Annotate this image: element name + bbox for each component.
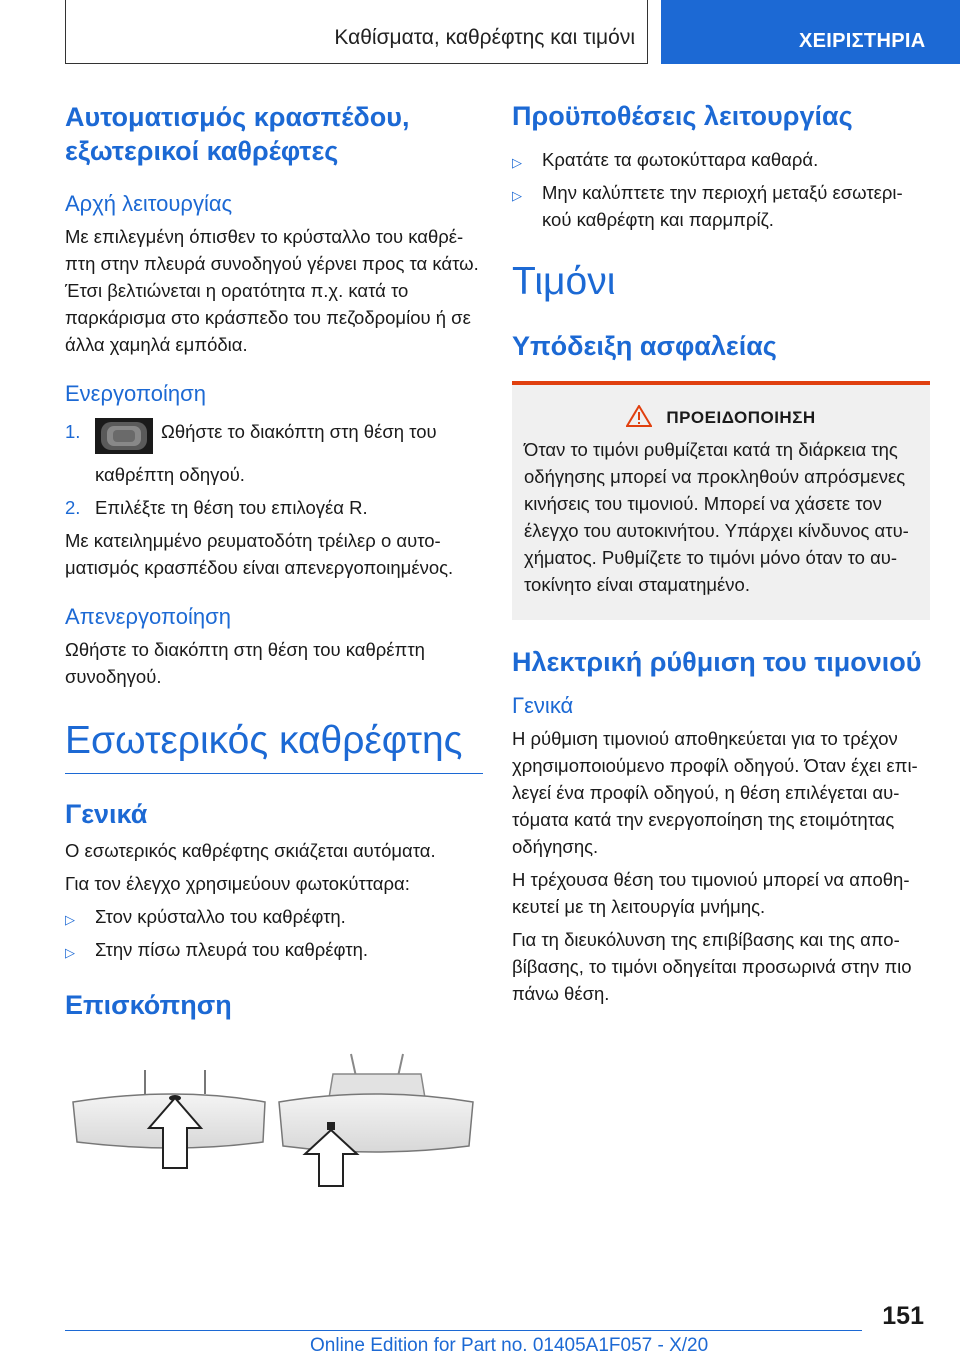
page-number: 151 [882, 1302, 924, 1330]
bullet-triangle-icon: ▷ [512, 154, 522, 170]
footer-edition: Online Edition for Part no. 01405A1F057 - X/20 [310, 1335, 709, 1356]
list-item [512, 146, 930, 173]
step-2-number: 2. [65, 497, 81, 519]
warning-text: Όταν το τιμόνι ρυθμίζεται κατά τη διάρκεια της οδήγησης μπορεί να προκληθούν απρόσμενες κινήσεις του τιμονιού. Μπορεί να χάσετε τον έλεγχο του αυτοκινήτου. Υπάρχει κίνδυνος ατυ‐χήματος. Ρυθμίζετε το τιμόνι μόνο όταν το αυ‐τοκίνητο είναι σταματημένο. [524, 439, 909, 596]
mirror-illustration [65, 1050, 483, 1190]
list-item [65, 903, 483, 930]
preconditions-heading: Προϋποθέσεις λειτουργίας [512, 101, 853, 131]
interior-mirror-title: Εσωτερικός καθρέφτης [65, 718, 463, 762]
interior-general-text: Ο εσωτερικός καθρέφτης σκιάζεται αυτόματα. [65, 840, 436, 862]
header-box [65, 0, 648, 64]
deactivation-heading: Απενεργοποίηση [65, 604, 231, 630]
steering-general-heading: Γενικά [512, 693, 574, 719]
step-2 [65, 494, 483, 521]
activation-heading: Ενεργοποίηση [65, 380, 206, 406]
chapter-tab: ΧΕΙΡΙΣΤΗΡΙΑ [661, 0, 960, 64]
principle-heading: Αρχή λειτουργίας [65, 191, 233, 216]
bullet-triangle-icon: ▷ [65, 945, 75, 961]
deactivation-text: Ωθήστε το διακόπτη στη θέση του καθρέπτη συνοδηγού. [65, 638, 425, 687]
list-item-text: Στην πίσω πλευρά του καθρέφτη. [95, 939, 368, 961]
bullet-triangle-icon: ▷ [512, 187, 522, 203]
activation-note: Με κατειλημμένο ρευματοδότη τρέιλερ ο αυτο‐ματισμός κρασπέδου είναι απενεργοποιημένος. [65, 530, 454, 579]
list-item [65, 936, 483, 963]
warning-label: ΠΡΟΕΙΔΟΠΟΙΗΣΗ [666, 408, 816, 428]
electric-adjust-heading: Ηλεκτρική ρύθμιση του τιμονιού [512, 647, 922, 678]
memory-text: Η τρέχουσα θέση του τιμονιού μπορεί να αποθη‐κευτεί με τη λειτουργία μνήμης. [512, 868, 910, 917]
auto-dip-title: Αυτοματισμός κρασπέδου, εξωτερικοί καθρέφτες [65, 102, 410, 166]
sensors-text: Για τον έλεγχο χρησιμεύουν φωτοκύτταρα: [65, 873, 410, 895]
list-item [512, 179, 930, 233]
steering-general-text: Η ρύθμιση τιμονιού αποθηκεύεται για το τρέχον χρησιμοποιούμενο προφίλ οδηγού. Όταν έχει επι‐λεγεί ένα προφίλ οδηγού, η θέση επιλέγεται αυ‐τόματα κατά την ενεργοποίηση της ετοιμότητας οδήγησης. [512, 727, 918, 857]
step-2-text: Επιλέξτε τη θέση του επιλογέα R. [95, 497, 368, 519]
interior-general-heading: Γενικά [65, 798, 148, 829]
step-1 [65, 418, 483, 488]
overview-heading: Επισκόπηση [65, 990, 232, 1021]
list-item-text: Κρατάτε τα φωτοκύτταρα καθαρά. [542, 148, 819, 170]
right-column [512, 100, 930, 1007]
interior-mirror-title-block [65, 718, 483, 774]
bullet-triangle-icon: ▷ [65, 912, 75, 928]
steering-title: Τιμόνι [512, 259, 616, 303]
left-column [65, 100, 483, 1023]
step-1-text: Ωθήστε το διακόπτη στη θέση του καθρέπτη οδηγού. [95, 421, 437, 486]
warning-header [524, 405, 918, 428]
easy-entry-text: Για τη διευκόλυνση της επιβίβασης και της απο‐βίβασης, το τιμόνι οδηγείται προσωρινά στην πιο πάνω θέση. [512, 928, 912, 1004]
warning-triangle-icon [626, 405, 652, 427]
principle-text: Με επιλεγμένη όπισθεν το κρύσταλλο του καθρέ‐πτη στην πλευρά συνοδηγού γέρνει προς τα κάτω. Έτσι βελτιώνεται η ορατότητα π.χ. κατά το παρκάρισμα στο κράσπεδο του πεζοδρομίου ή σε άλλα χαμηλά εμπόδια. [65, 225, 479, 355]
section-title: Καθίσματα, καθρέφτης και τιμόνι [334, 26, 635, 49]
step-1-number: 1. [65, 421, 81, 443]
warning-box [512, 381, 930, 620]
list-item-text: Στον κρύσταλλο του καθρέφτη. [95, 906, 346, 928]
list-item-text: Μην καλύπτετε την περιοχή μεταξύ εσωτερι‐κού καθρέφτη και παρμπρίζ. [542, 181, 903, 230]
footer-rule [65, 1330, 862, 1331]
mirror-switch-icon [95, 418, 153, 461]
safety-heading: Υπόδειξη ασφαλείας [512, 330, 777, 361]
